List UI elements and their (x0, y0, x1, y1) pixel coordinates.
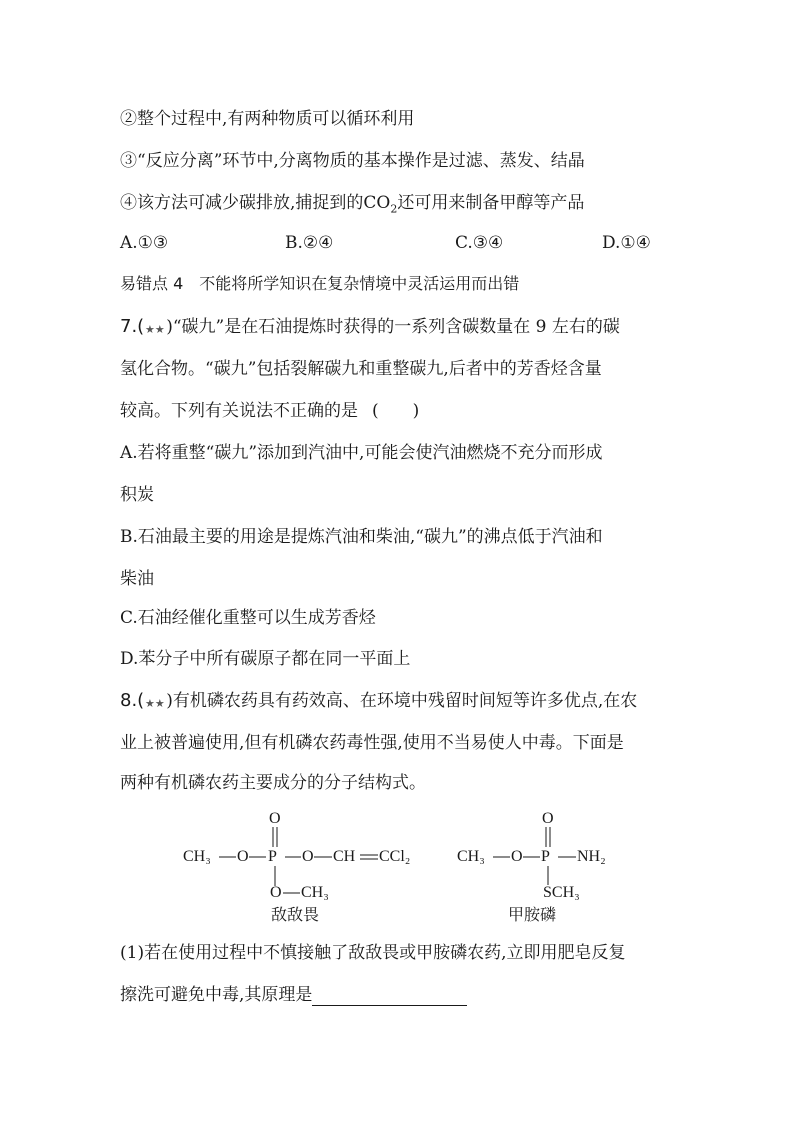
mol1-ch3-bottom: CH₃ (301, 884, 329, 901)
mol1-o-bottom: O (270, 884, 282, 901)
statement-4-text-a: ④该方法可减少碳排放,捕捉到的 (120, 193, 364, 213)
mol2-ch3: CH₃ (457, 848, 485, 865)
q8-number: 8.( (120, 690, 145, 711)
section-title: 易错点 4 不能将所学知识在复杂情境中灵活运用而出错 (120, 274, 520, 293)
q8-close: ) (166, 691, 173, 711)
q6-option-a: A.①③ (120, 233, 169, 253)
statement-2: ②整个过程中,有两种物质可以循环利用 (120, 109, 415, 129)
q8-sub1-text-2: 擦洗可避免中毒,其原理是 (120, 985, 313, 1005)
mol1-p: P (268, 848, 277, 865)
mol1-ccl2: CCl₂ (379, 848, 411, 865)
mol2-name: 甲胺磷 (508, 905, 557, 924)
q7-option-a-line-2: 积炭 (120, 485, 154, 505)
mol1-name: 敌敌畏 (271, 905, 320, 924)
mol1-ch3: CH₃ (183, 848, 211, 865)
svg-text:★★: ★★ (145, 322, 165, 335)
q7-text-3: 较高。下列有关说法不正确的是 (120, 401, 358, 421)
q7-option-a-line-1: A.若将重整“碳九”添加到汽油中,可能会使汽油燃烧不充分而形成 (120, 443, 603, 463)
q6-option-d: D.①④ (602, 233, 651, 253)
q7-option-d: D.苯分子中所有碳原子都在同一平面上 (120, 649, 411, 669)
mol2-p: P (541, 848, 550, 865)
q7-line-2: 氢化合物。“碳九”包括裂解碳九和重整碳九,后者中的芳香烃含量 (120, 359, 602, 379)
q8-line-2: 业上被普遍使用,但有机磷农药毒性强,使用不当易使人中毒。下面是 (120, 733, 624, 753)
q7-close: ) (166, 317, 173, 337)
q7-option-b-line-1: B.石油最主要的用途是提炼汽油和柴油,“碳九”的沸点低于汽油和 (120, 527, 603, 547)
mol2-o1: O (511, 848, 523, 865)
co2-subscript: 2 (390, 202, 398, 216)
statement-3: ③“反应分离”环节中,分离物质的基本操作是过滤、蒸发、结晶 (120, 151, 585, 171)
q8-text-1: 有机磷农药具有药效高、在环境中残留时间短等许多优点,在农 (172, 691, 638, 711)
mol1-o-top: O (269, 810, 281, 827)
answer-blank[interactable] (312, 987, 467, 1006)
q6-option-c: C.③④ (455, 233, 504, 253)
q7-text-1: “碳九”是在石油提炼时获得的一系列含碳数量在 9 左右的碳 (172, 317, 620, 337)
q7-option-b-line-2: 柴油 (120, 569, 154, 589)
q8-sub1-line-2 (120, 984, 467, 1006)
mol2-o-top: O (542, 810, 554, 827)
statement-4-text-b: 还可用来制备甲醇等产品 (397, 193, 585, 213)
q8-sub1-line-1: (1)若在使用过程中不慎接触了敌敌畏或甲胺磷农药,立即用肥皂反复 (120, 943, 626, 963)
q7-number: 7.( (120, 316, 145, 337)
mol2-sch3: SCH₃ (543, 884, 580, 901)
q6-option-b: B.②④ (285, 233, 334, 253)
q8-line-3: 两种有机磷农药主要成分的分子结构式。 (120, 773, 426, 793)
mol1-o1: O (237, 848, 249, 865)
answer-paren: ( ) (372, 401, 420, 421)
mol2-nh2: NH₂ (577, 848, 606, 865)
mol1-o2: O (302, 848, 314, 865)
co2-co: CO (363, 193, 391, 213)
mol1-ch: CH (333, 848, 356, 865)
svg-text:★★: ★★ (145, 696, 165, 709)
q7-option-c: C.石油经催化重整可以生成芳香烃 (120, 608, 376, 628)
